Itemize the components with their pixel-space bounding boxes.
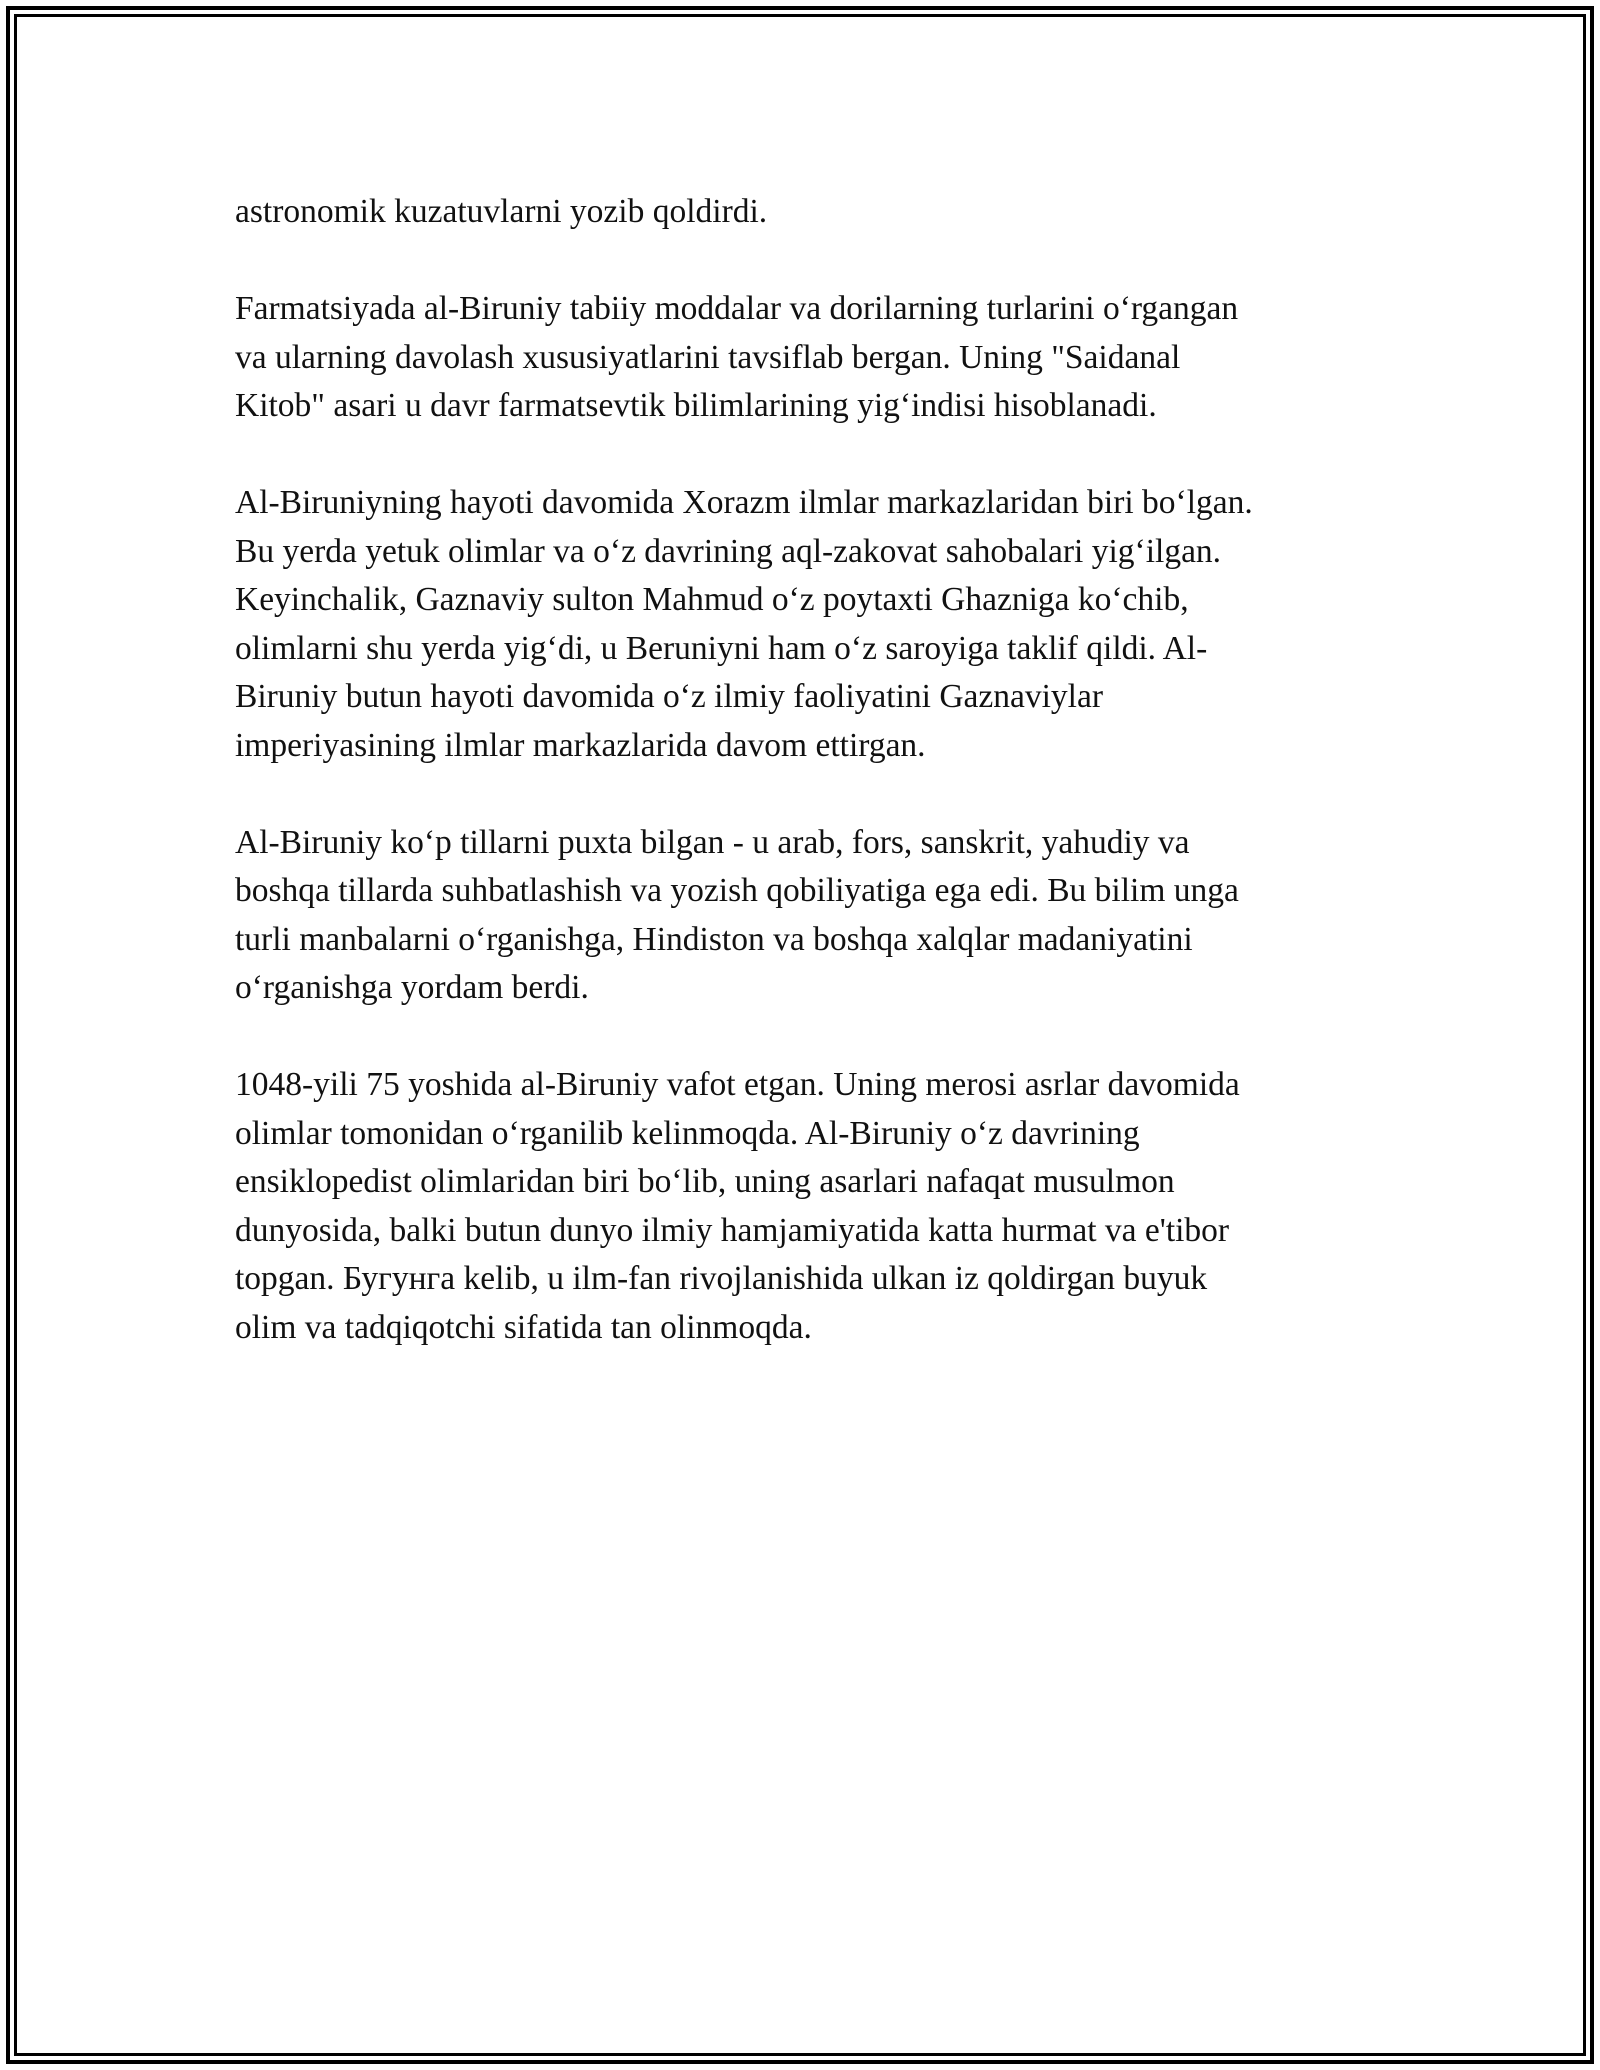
paragraph-1: astronomik kuzatuvlarni yozib qoldirdi. [235,193,768,230]
paragraph-3: Al-Biruniyning hayoti davomida Xorazm ilmlar markazlaridan biri bo‘lgan. Bu yerda yetuk olimlar va o‘z davrining aql-zakovat sahobalari yig‘ilgan. Keyinchalik, Gaznaviy sulton Mahmud o‘z poytaxti Ghazniga ko‘chib, olimlarni shu yerda yig‘di, u Beruniyni ham o‘z saroyiga taklif qildi. Al- Biruniy butun hayoti davomida o‘z ilmiy faoliyatini Gaznaviylar imperiyasining ilmlar markazlarida davom ettirgan. [235,484,1253,764]
paragraph-5: 1048-yili 75 yoshida al-Biruniy vafot etgan. Uning merosi asrlar davomida olimlar tomonidan o‘rganilib kelinmoqda. Al-Biruniy o‘z davrining ensiklopedist olimlaridan biri bo‘lib, uning asarlari nafaqat musulmon dunyosida, balki butun dunyo ilmiy hamjamiyatida katta hurmat va e'tibor topgan. Бугунга kelib, u ilm-fan rivojlanishida ulkan iz qoldirgan buyuk olim va tadqiqotchi sifatida tan olinmoqda. [235,1066,1240,1346]
document-body [235,188,1365,1401]
paragraph-4: Al-Biruniy ko‘p tillarni puxta bilgan - u arab, fors, sanskrit, yahudiy va boshqa tillarda suhbatlashish va yozish qobiliyatiga ega edi. Bu bilim unga turli manbalarni o‘rganishga, Hindiston va boshqa xalqlar madaniyatini o‘rganishga yordam berdi. [235,823,1239,1006]
paragraph-2: Farmatsiyada al-Biruniy tabiiy moddalar va dorilarning turlarini o‘rgangan va ularning davolash xususiyatlarini tavsiflab bergan. Uning "Saidanal Kitob" asari u davr farmatsevtik bilimlarining yig‘indisi hisoblanadi. [235,290,1239,424]
